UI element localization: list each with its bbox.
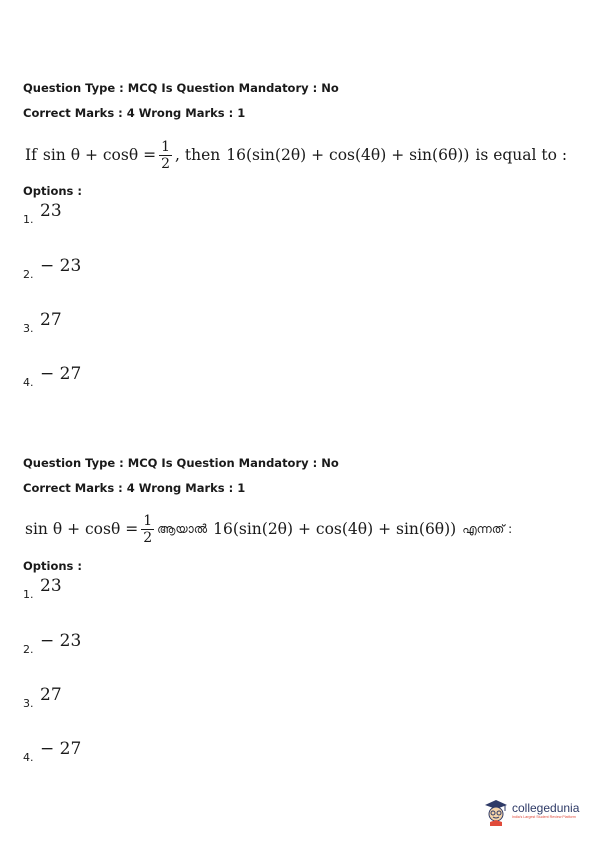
question-mid: , then <box>175 146 221 164</box>
option-1[interactable] <box>23 576 62 601</box>
question-text <box>25 509 512 549</box>
option-number: 1. <box>23 588 34 601</box>
option-value: − 23 <box>40 631 82 651</box>
fraction-denominator: 2 <box>143 529 153 546</box>
options-label: Options : <box>23 184 82 198</box>
fraction-numerator: 1 <box>143 512 153 529</box>
marks-line: Correct Marks : 4 Wrong Marks : 1 <box>23 106 246 120</box>
logo-tagline: India's Largest Student Review Platform <box>512 815 576 819</box>
option-3[interactable] <box>23 685 62 710</box>
option-4[interactable] <box>23 364 82 389</box>
option-1[interactable] <box>23 201 62 226</box>
option-number: 2. <box>23 268 34 281</box>
option-number: 4. <box>23 376 34 389</box>
question-mid: ആയാൽ <box>157 521 208 536</box>
option-number: 1. <box>23 213 34 226</box>
option-value: 27 <box>40 685 62 705</box>
option-value: − 27 <box>40 739 82 759</box>
fraction <box>141 513 154 546</box>
option-value: 23 <box>40 201 62 221</box>
options-label: Options : <box>23 559 82 573</box>
option-3[interactable] <box>23 310 62 335</box>
collegedunia-logo[interactable] <box>483 795 588 827</box>
option-2[interactable] <box>23 631 82 656</box>
logo-brand-text: collegedunia <box>512 801 580 815</box>
option-number: 3. <box>23 322 34 335</box>
question-type-line: Question Type : MCQ Is Question Mandatory : No <box>23 456 339 470</box>
question-expression: 16(sin(2θ) + cos(4θ) + sin(6θ)) <box>213 520 457 538</box>
question-suffix: എന്നത് : <box>462 521 513 536</box>
fraction-numerator: 1 <box>161 138 171 155</box>
option-4[interactable] <box>23 739 82 764</box>
option-value: 23 <box>40 576 62 596</box>
question-expression: 16(sin(2θ) + cos(4θ) + sin(6θ)) <box>226 146 470 164</box>
option-value: − 27 <box>40 364 82 384</box>
marks-line: Correct Marks : 4 Wrong Marks : 1 <box>23 481 246 495</box>
question-lhs: sin θ + cosθ = <box>25 520 139 538</box>
option-2[interactable] <box>23 256 82 281</box>
question-prefix: If <box>25 146 37 164</box>
fraction-denominator: 2 <box>161 155 171 172</box>
option-value: − 23 <box>40 256 82 276</box>
option-number: 4. <box>23 751 34 764</box>
question-lhs: sin θ + cosθ = <box>42 146 157 164</box>
option-number: 2. <box>23 643 34 656</box>
question-suffix: is equal to : <box>475 146 568 164</box>
question-text <box>25 135 567 175</box>
mascot-icon <box>483 796 509 826</box>
option-number: 3. <box>23 697 34 710</box>
fraction <box>159 139 172 172</box>
question-type-line: Question Type : MCQ Is Question Mandatory : No <box>23 81 339 95</box>
option-value: 27 <box>40 310 62 330</box>
